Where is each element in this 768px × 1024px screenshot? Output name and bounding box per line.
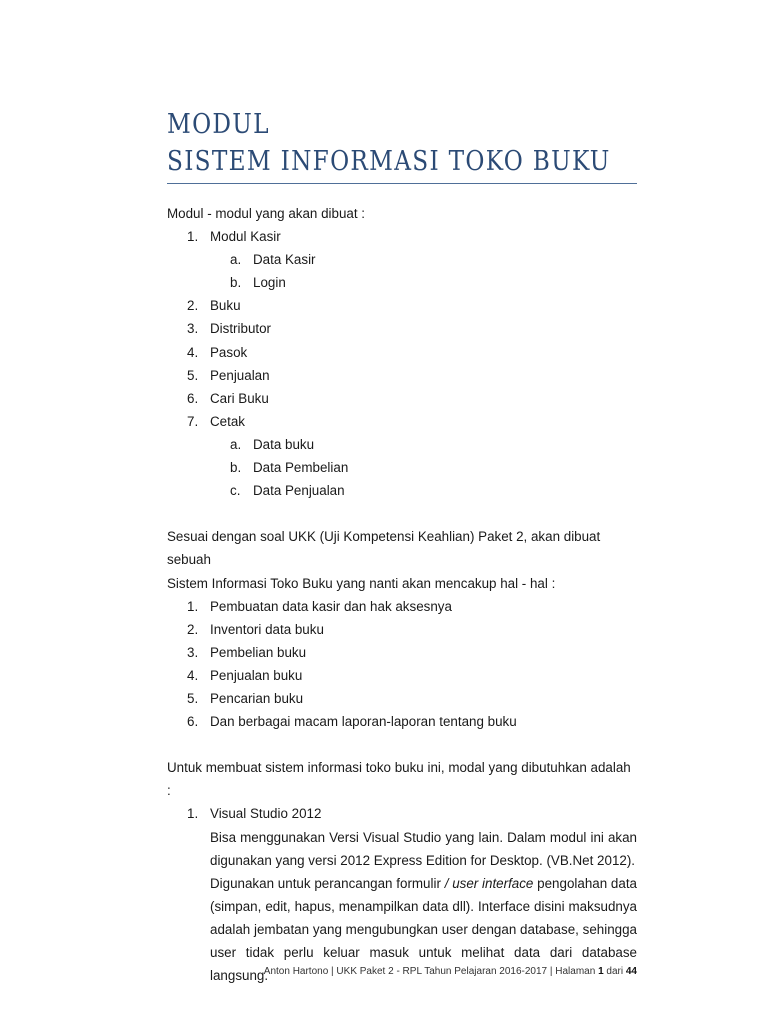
sub-list-item: c. Data Penjualan xyxy=(230,483,345,499)
sub-list-item: a. Data buku xyxy=(230,436,315,452)
sub-list-item: b. Login xyxy=(230,275,286,291)
list-item: 5. Penjualan xyxy=(187,367,270,383)
list-item: 4. Pasok xyxy=(187,344,248,360)
title-line-1: MODUL xyxy=(167,109,270,140)
page-number: 1 xyxy=(598,966,604,977)
list-item: 7. Cetak xyxy=(187,413,245,429)
list-item: 1. Modul Kasir xyxy=(187,229,281,245)
list-item: 2. Inventori data buku xyxy=(187,621,324,637)
list-item: 1. Visual Studio 2012 xyxy=(187,806,322,822)
section2-intro-line2: Sistem Informasi Toko Buku yang nanti akan mencakup hal - hal : xyxy=(167,575,556,591)
title-divider xyxy=(167,183,637,184)
list-item: 4. Penjualan buku xyxy=(187,667,303,683)
page-footer: Anton Hartono | UKK Paket 2 - RPL Tahun Pelajaran 2016-2017 | Halaman 1 dari 44 xyxy=(263,966,637,977)
list-item: 1. Pembuatan data kasir dan hak aksesnya xyxy=(187,598,452,614)
paragraph: Bisa menggunakan Versi Visual Studio yang lain. Dalam modul ini akan digunakan yang versi 2012 Express Edition for Desktop. (VB.Net 2012). xyxy=(210,829,637,868)
list-item: 2. Buku xyxy=(187,298,241,314)
list-item: 5. Pencarian buku xyxy=(187,690,304,706)
list-item: 3. Distributor xyxy=(187,321,272,337)
page-total: 44 xyxy=(625,966,637,977)
section1-intro: Modul - modul yang akan dibuat : xyxy=(167,206,366,221)
list-item: 6. Dan berbagai macam laporan-laporan tentang buku xyxy=(187,714,517,730)
document-body xyxy=(167,202,637,987)
page-title xyxy=(167,106,611,180)
section2-intro-line1: Sesuai dengan soal UKK (Uji Kompetensi Keahlian) Paket 2, akan dibuat sebuah xyxy=(167,529,601,568)
sub-list-item: b. Data Pembelian xyxy=(230,460,349,476)
title-line-2: SISTEM INFORMASI TOKO BUKU xyxy=(167,146,611,177)
list-item: 3. Pembelian buku xyxy=(187,644,307,660)
section3-intro: Untuk membuat sistem informasi toko buku ini, modal yang dibutuhkan adalah : xyxy=(167,760,631,799)
sub-list-item: a. Data Kasir xyxy=(230,252,316,268)
paragraph: Digunakan untuk perancangan formulir / user interface pengolahan data (simpan, edit, hapus, menampilkan data dll). Interface disini maksudnya adalah jembatan yang mengubungkan user dengan database, sehingga user tidak perlu keluar masuk untuk melihat data dari database langsung. xyxy=(210,875,637,984)
list-item: 6. Cari Buku xyxy=(187,390,269,406)
